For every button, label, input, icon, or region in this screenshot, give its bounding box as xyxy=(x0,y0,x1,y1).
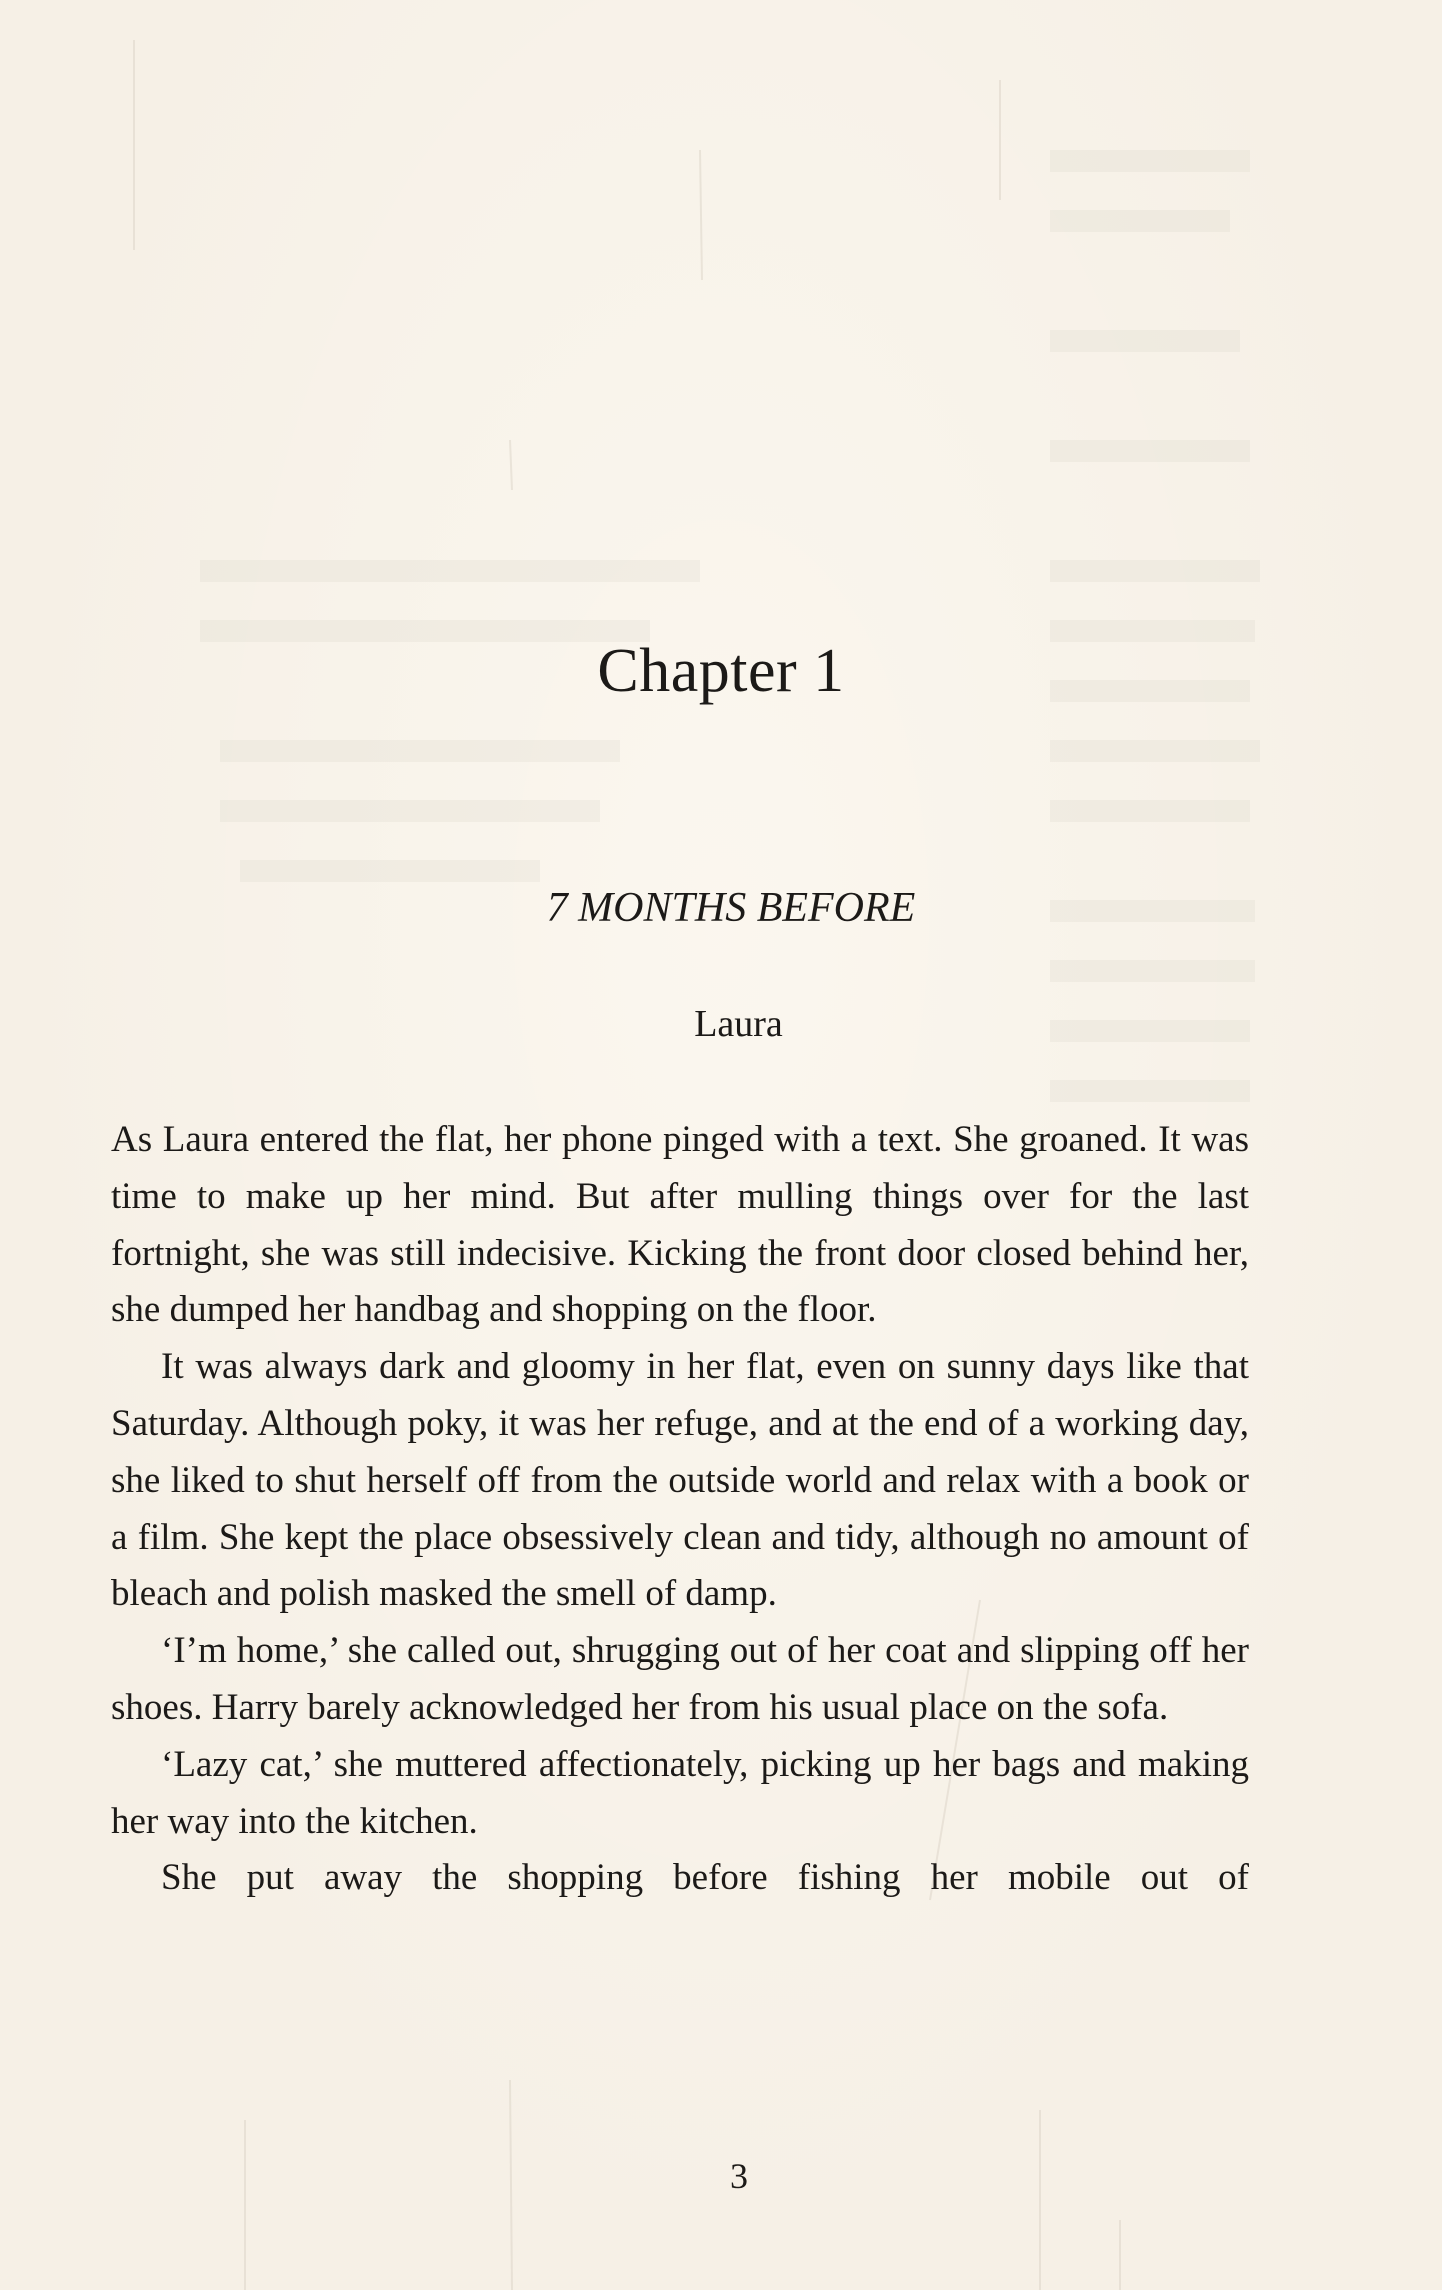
paragraph-5: She put away the shopping before fishing her mobile out of xyxy=(161,1857,1249,1899)
chapter-title: Chapter 1 xyxy=(597,637,845,705)
paragraph-4: ‘Lazy cat,’ she muttered affectionately, picking up her bags and making her way into the kitchen. xyxy=(111,1743,1249,1842)
time-marker: 7 MONTHS BEFORE xyxy=(546,885,916,931)
paragraph-1: As Laura entered the flat, her phone pinged with a text. She groaned. It was time to make up her mind. But after mulling things over for the last fortnight, she was still indecisive. Kicking the front door closed behind her, she dumped her handbag and shopping on the floor. xyxy=(111,1119,1249,1331)
chapter-body xyxy=(111,1112,1249,1907)
page-number: 3 xyxy=(730,2156,748,2196)
pov-character-name: Laura xyxy=(694,1003,783,1045)
paragraph-3: ‘I’m home,’ she called out, shrugging out of her coat and slipping off her shoes. Harry barely acknowledged her from his usual place on the sofa. xyxy=(111,1630,1249,1728)
paragraph-2: It was always dark and gloomy in her flat, even on sunny days like that Saturday. Although poky, it was her refuge, and at the end of a working day, she liked to shut herself off from the outside world and relax with a book or a film. She kept the place obsessively clean and tidy, although no amount of bleach and polish masked the smell of damp. xyxy=(111,1346,1249,1615)
